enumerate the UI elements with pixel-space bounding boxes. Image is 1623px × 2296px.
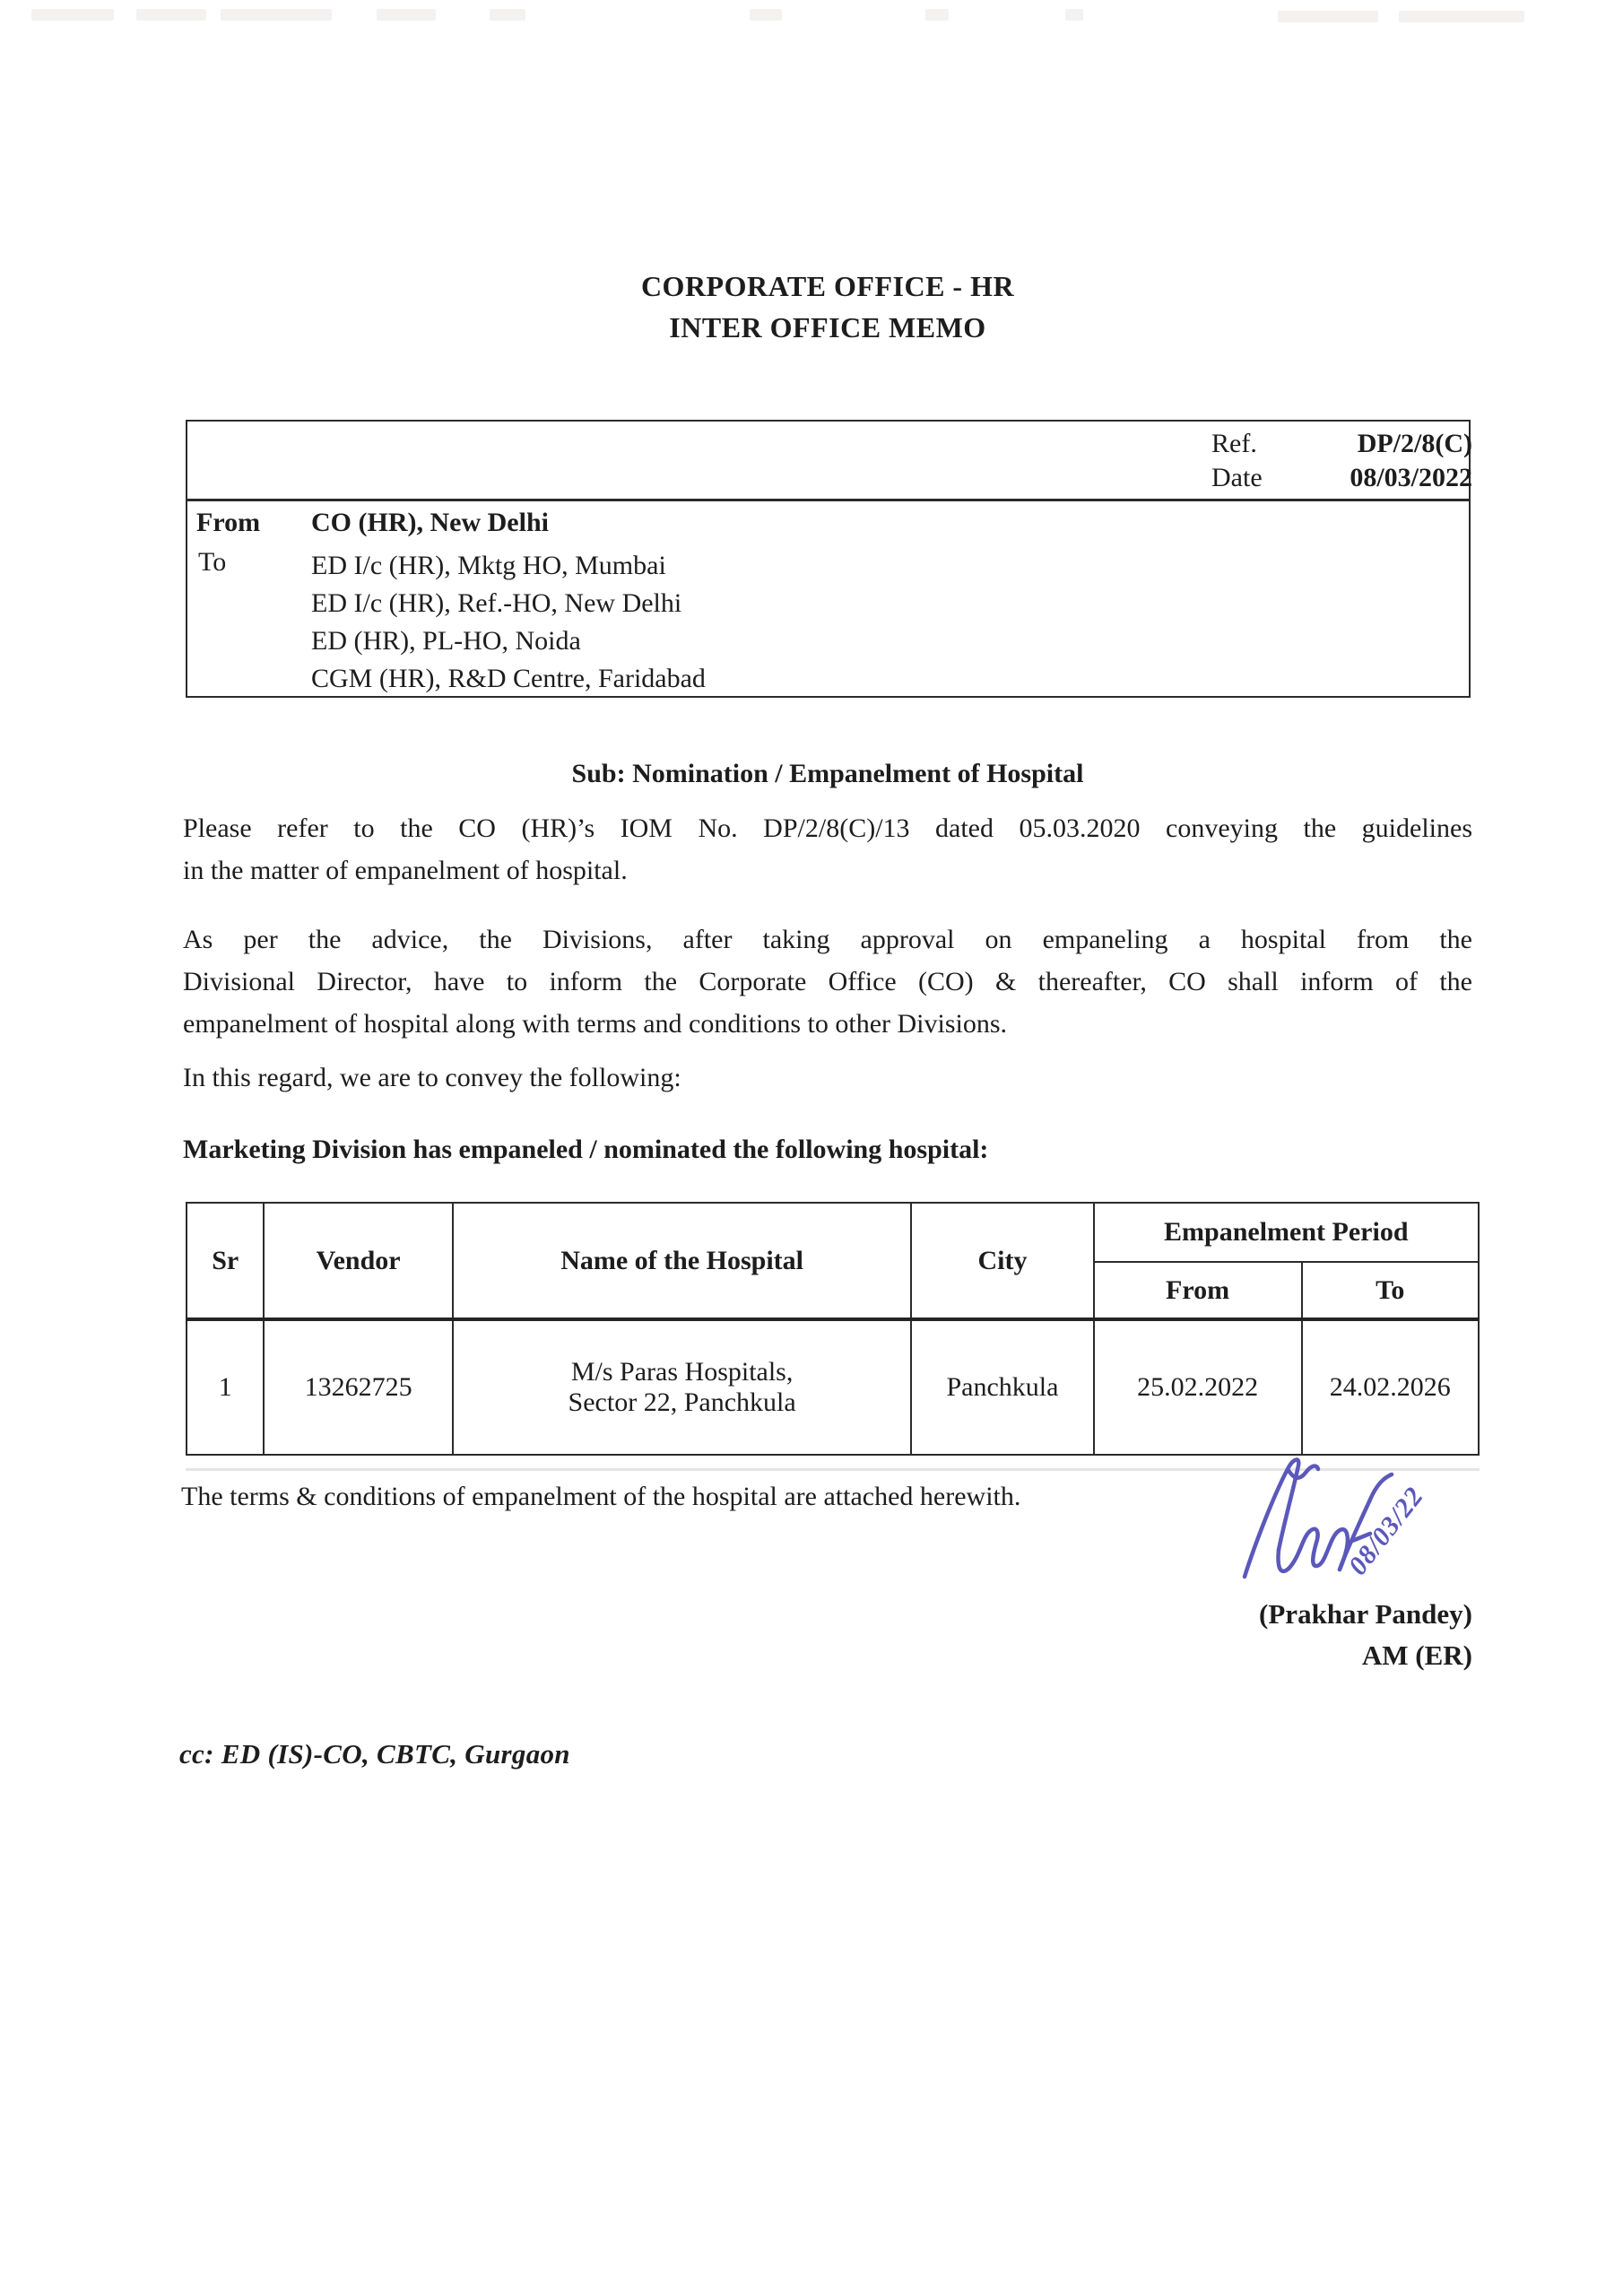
paragraph-2-line: Divisional Director, have to inform the Corporate Office (CO) & thereafter, CO shall inform of the [183,967,1472,996]
signer-designation: AM (ER) [1361,1639,1472,1671]
ref-value: DP/2/8(C) [1357,429,1472,458]
to-label: To [198,547,227,577]
scan-artifact [1065,9,1083,21]
cc-line: cc: ED (IS)-CO, CBTC, Gurgaon [179,1738,570,1770]
col-header-city: City [911,1203,1093,1319]
cell-sr: 1 [187,1319,264,1455]
scan-artifact [1399,11,1524,22]
paragraph-2-line: empanelment of hospital along with terms and conditions to other Divisions. [183,1009,1008,1039]
from-label: From [196,508,261,537]
to-line: ED I/c (HR), Mktg HO, Mumbai [311,551,666,580]
to-line: ED I/c (HR), Ref.-HO, New Delhi [311,588,682,618]
paragraph-2-line: As per the advice, the Divisions, after taking approval on empaneling a hospital from the [183,925,1472,954]
ref-box [186,420,1471,698]
col-header-to: To [1302,1262,1479,1319]
scan-artifact [750,9,782,21]
hospital-table [186,1202,1480,1456]
scan-artifact [490,9,525,21]
to-line: ED (HR), PL-HO, Noida [311,626,581,656]
signer-name: (Prakhar Pandey) [1259,1598,1472,1630]
cell-city: Panchkula [911,1319,1093,1455]
paragraph-2 [183,918,1472,1045]
date-value: 08/03/2022 [1350,463,1472,492]
cell-from: 25.02.2022 [1094,1319,1302,1455]
scan-artifact [136,9,206,21]
from-value: CO (HR), New Delhi [311,508,549,537]
col-header-from: From [1094,1262,1302,1319]
to-list [311,547,706,698]
emphasis-line: Marketing Division has empaneled / nominated the following hospital: [183,1135,989,1164]
to-line: CGM (HR), R&D Centre, Faridabad [311,664,706,693]
col-header-period: Empanelment Period [1094,1203,1479,1262]
signature-stroke [1245,1460,1298,1577]
hospital-name-line: Sector 22, Panchkula [568,1387,796,1417]
date-label: Date [1211,463,1263,492]
scan-artifact [221,9,332,21]
paragraph-3: In this regard, we are to convey the following: [183,1063,681,1092]
memo-title-line1: CORPORATE OFFICE - HR [640,270,1015,302]
ref-label: Ref. [1211,429,1257,458]
paragraph-1 [183,807,1472,891]
hospital-name-line: M/s Paras Hospitals, [570,1357,794,1387]
cell-to: 24.02.2026 [1302,1319,1479,1455]
scan-artifact [31,9,114,21]
cell-hospital-name [453,1319,912,1455]
scan-artifact [377,9,436,21]
paragraph-1-line: in the matter of empanelment of hospital. [183,856,628,885]
scan-artifact [925,9,949,21]
signature-stroke [1279,1529,1348,1571]
cell-vendor: 13262725 [264,1319,452,1455]
memo-title-line2: INTER OFFICE MEMO [669,311,986,344]
col-header-vendor: Vendor [264,1203,452,1319]
signature-stroke [1288,1466,1318,1478]
paragraph-1-line: Please refer to the CO (HR)’s IOM No. DP/2/8(C)/13 dated 05.03.2020 conveying the guidelines [183,813,1472,843]
signature-date-note: 08/03/22 [1342,1481,1430,1581]
scan-artifact [1278,11,1378,22]
terms-line: The terms & conditions of empanelment of the hospital are attached herewith. [181,1482,1021,1511]
box-divider [186,499,1471,501]
table-row [187,1319,1479,1455]
signature-scribble [1236,1440,1496,1620]
col-header-name: Name of the Hospital [453,1203,912,1319]
subject-line: Sub: Nomination / Empanelment of Hospital [571,759,1084,788]
col-header-sr: Sr [187,1203,264,1319]
